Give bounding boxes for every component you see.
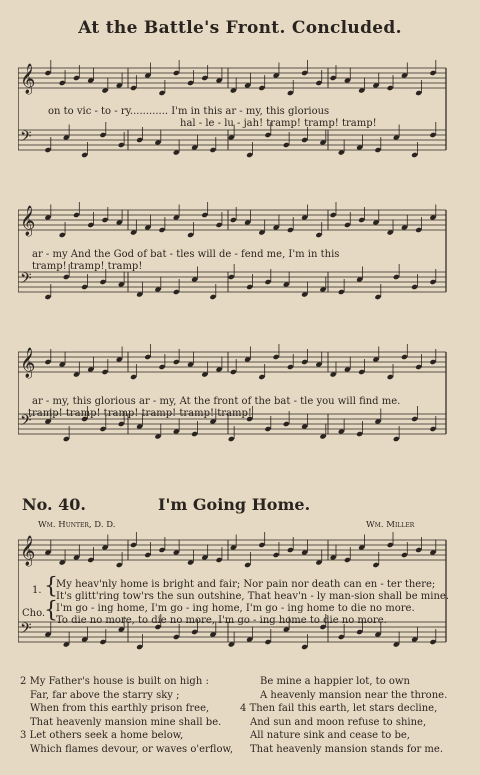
treble-staff (18, 532, 446, 568)
stanza-4-number: 4 (240, 703, 247, 714)
chorus-label: Cho. (22, 608, 46, 619)
page-title: At the Battle's Front. Concluded. (78, 18, 402, 38)
hymn-author: Wm. Hunter, D. D. (38, 520, 116, 530)
verse-number-1: 1. (32, 585, 42, 596)
brace-verse: { (44, 574, 58, 599)
treble-staff (18, 60, 446, 96)
stanza-3-line-3: Be mine a happier lot, to own (260, 676, 410, 687)
bass-clef-icon: 𝄢 (20, 270, 32, 291)
chorus-line2: To die no more, to die no more, I'm go - ing home to die no more. (56, 615, 387, 626)
verse1-line2: It's glitt'ring tow'rs the sun outshine, That heav'n - ly man-sion shall be mine. (56, 591, 450, 602)
stanza-3-line-1: Let others seek a home below, (29, 730, 184, 741)
treble-clef-icon: 𝄞 (20, 348, 36, 378)
stanza-3-number: 3 (20, 730, 27, 741)
stanza-4-line-2: And sun and moon refuse to shine, (250, 716, 427, 728)
stanza-2-line-3: When from this earthly prison free, (30, 703, 210, 714)
stanza-4 (240, 702, 443, 756)
stanza-2-line-1: My Father's house is built on high : (29, 676, 209, 687)
stanza-4-line-3: All nature sink and cease to be, (250, 730, 410, 741)
brace-chorus: { (44, 598, 58, 623)
stanza-3-line-4: A heavenly mansion near the throne. (260, 689, 448, 701)
treble-staff (18, 344, 446, 380)
hymn-number: No. 40. (22, 495, 86, 514)
system2-lyric-bottom: tramp! tramp! tramp! (32, 261, 143, 272)
treble-staff (18, 202, 446, 238)
hymn-title: I'm Going Home. (158, 495, 311, 514)
bass-clef-icon: 𝄢 (20, 128, 32, 149)
verse1-line1: My heav'nly home is bright and fair; Nor pain nor death can en - ter there; (56, 579, 436, 590)
treble-clef-icon: 𝄞 (20, 64, 36, 94)
system1-lyric-top: on to vic - to - ry............ I'm in this ar - my, this glorious (48, 106, 330, 117)
stanza-3 (20, 729, 233, 756)
stanza-3-line-2: Which flames devour, or waves o'erflow, (30, 743, 234, 755)
system3-lyric-top: ar - my, this glorious ar - my, At the front of the bat - tle you will find me. (32, 396, 401, 407)
hymn-composer: Wm. Miller (366, 520, 415, 530)
stanza-4-line-1: Then fail this earth, let stars decline, (249, 703, 438, 714)
chorus-line1: I'm go - ing home, I'm go - ing home, I'm go - ing home to die no more. (56, 603, 415, 614)
stanza-2-number: 2 (20, 676, 27, 687)
stanza-3-continued (250, 675, 447, 702)
system1-lyric-bottom: hal - le - lu - jah! tramp! tramp! tramp! (180, 118, 377, 129)
stanza-2-line-2: Far, far above the starry sky ; (30, 689, 180, 701)
staff-svg-3 (18, 342, 448, 472)
bass-clef-icon: 𝄢 (20, 412, 32, 433)
system2-lyric-top: ar - my And the God of bat - tles will de - fend me, I'm in this (32, 249, 340, 260)
bass-clef-icon: 𝄢 (20, 620, 32, 641)
system3-lyric-bottom: tramp! tramp! tramp! tramp! tramp! tramp! (28, 408, 252, 419)
stanza-2-line-4: That heavenly mansion mine shall be. (30, 716, 222, 728)
treble-clef-icon: 𝄞 (20, 536, 36, 566)
stanza-2 (20, 675, 221, 729)
stanza-4-line-4: That heavenly mansion stands for me. (250, 743, 444, 755)
treble-clef-icon: 𝄞 (20, 206, 36, 236)
music-system-3 (18, 342, 448, 472)
